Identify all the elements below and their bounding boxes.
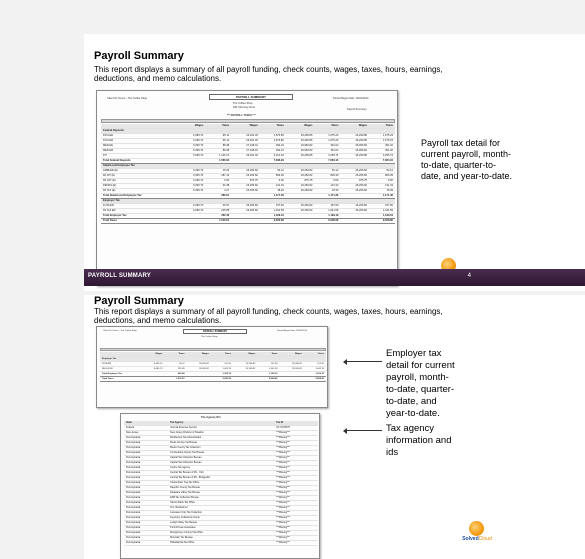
- table-cell: 26,266.82: [231, 189, 260, 194]
- table-cell: [179, 219, 205, 224]
- table-cell: Pennsylvania: [124, 476, 168, 481]
- agency-id-report-image: [120, 413, 320, 559]
- table-cell: 6,095.70: [179, 209, 205, 214]
- table-cell: 27,018.91: [231, 149, 260, 154]
- column-header: Tax ID: [274, 421, 318, 426]
- table-cell: ***Missing***: [274, 526, 318, 531]
- page-description: This report displays a summary of all payroll funding, check counts, wages, taxes, hours, earnings, deductions, and memo calculations.: [94, 307, 443, 325]
- table-cell: ***Missing***: [274, 536, 318, 541]
- table-cell: ***Missing***: [274, 521, 318, 526]
- table-cell: ***Missing***: [274, 436, 318, 441]
- table-cell: Delaware Valley Tax Bureau: [168, 491, 274, 496]
- callout-arrow-agency: [346, 430, 382, 431]
- table-cell: 15.20: [205, 169, 231, 174]
- table-row: [124, 541, 318, 546]
- table-cell: 157.60: [304, 362, 326, 367]
- table-cell: Pennsylvania: [124, 506, 168, 511]
- table-cell: 26,266.82: [286, 169, 315, 174]
- table-cell: 27,018.91: [231, 144, 260, 149]
- table-cell: Central Tax Bureau of PA - York: [168, 471, 274, 476]
- table-cell: ***Missing***: [274, 441, 318, 446]
- table-cell: Pennsylvania: [124, 496, 168, 501]
- table-cell: 6,095.70: [179, 134, 205, 139]
- table-cell: ***Missing***: [274, 516, 318, 521]
- table-cell: 26,266.82: [340, 184, 369, 189]
- table-cell: [286, 219, 315, 224]
- table-cell: 26,266.82: [231, 174, 260, 179]
- table-cell: 88.38: [205, 144, 231, 149]
- report-company-sub: DM: Morning Grind: [233, 106, 255, 109]
- table-cell: 157.60: [260, 204, 286, 209]
- table-cell: 26,266.82: [340, 209, 369, 214]
- row-label: Total Taxes: [100, 377, 142, 382]
- table-cell: 875.75: [286, 179, 315, 184]
- table-cell: 187.13: [205, 174, 231, 179]
- report-period-label: Period Begin Date: 10/04/2014: [277, 330, 307, 332]
- table-cell: ***Missing***: [274, 491, 318, 496]
- column-header: Wages: [142, 352, 164, 357]
- table-cell: 30.48: [205, 184, 231, 189]
- table-cell: Pennsylvania: [124, 441, 168, 446]
- table-cell: 391.02: [314, 149, 340, 154]
- table-cell: 6,095.70: [179, 154, 205, 159]
- table-cell: 3,256.74: [314, 154, 340, 159]
- table-cell: Lancaster Cnty Tax Collection: [168, 511, 274, 516]
- table-cell: 1,041.59: [257, 367, 279, 372]
- table-cell: ***Missing***: [274, 541, 318, 546]
- table-cell: 26,266.82: [286, 174, 315, 179]
- table-cell: 391.02: [369, 149, 395, 154]
- table-cell: 18.39: [260, 189, 286, 194]
- table-cell: 157.60: [369, 204, 395, 209]
- row-label: FUTA ER: [101, 204, 179, 209]
- table-cell: Pennsylvania: [124, 501, 168, 506]
- table-cell: 26,266.82: [233, 367, 257, 372]
- table-cell: 18.39: [314, 189, 340, 194]
- callout-arrow-employer: [346, 361, 382, 362]
- table-cell: 26,266.82: [286, 184, 315, 189]
- table-cell: Pennsylvania: [124, 536, 168, 541]
- section-bar-title: PAYROLL SUMMARY: [88, 273, 152, 279]
- row-label: Total Employer Tax: [101, 214, 179, 219]
- row-label: FIT: [101, 154, 179, 159]
- table-cell: 1,675.23: [369, 139, 395, 144]
- row-label: AMBLER (E): [101, 169, 179, 174]
- page-title: Payroll Summary: [94, 50, 184, 62]
- column-header: Taxes: [205, 124, 231, 129]
- table-cell: 3,214.02: [260, 154, 286, 159]
- column-header: Wages: [340, 124, 369, 129]
- table-cell: 26,299.86: [286, 134, 315, 139]
- table-cell: ***Missing***: [274, 471, 318, 476]
- table-cell: ***Missing***: [274, 466, 318, 471]
- table-cell: 806.39: [314, 174, 340, 179]
- table-cell: 9,520.99: [211, 377, 233, 382]
- table-cell: 392.19: [260, 144, 286, 149]
- table-cell: 18.39: [369, 189, 395, 194]
- table-cell: Capital Tax Collection Bureau: [168, 461, 274, 466]
- column-header: Taxes: [314, 124, 340, 129]
- table-cell: 26,491.46: [231, 139, 260, 144]
- table-cell: 26,266.82: [231, 204, 260, 209]
- table-cell: 1,199.19: [257, 372, 279, 377]
- table-cell: 26,266.82: [286, 204, 315, 209]
- table-cell: New Jersey: [124, 431, 168, 436]
- table-cell: Philadelphia Tax Office: [168, 541, 274, 546]
- table-cell: 1,041.59: [304, 367, 326, 372]
- report-client-label: Client ID: Demo - The Coffee Shop: [107, 97, 148, 100]
- table-cell: Pennsylvania: [124, 456, 168, 461]
- table-row: [101, 219, 395, 224]
- table-cell: 1,171.36: [260, 194, 286, 199]
- report-company: The Coffee Shop: [233, 102, 253, 105]
- table-cell: 6,095.70: [179, 204, 205, 209]
- table-cell: 157.60: [211, 362, 233, 367]
- table-cell: 9,520.99: [260, 219, 286, 224]
- table-cell: 1,146.21: [205, 154, 231, 159]
- table-cell: 26,299.86: [286, 139, 315, 144]
- table-cell: 1,676.80: [260, 134, 286, 139]
- table-cell: 1,171.36: [314, 194, 340, 199]
- report-header-title: PAYROLL SUMMARY: [183, 329, 247, 334]
- table-cell: 52.12: [314, 169, 340, 174]
- table-cell: 95.12: [205, 134, 231, 139]
- row-label: State/Local Employee Tax: [101, 164, 179, 169]
- table-cell: 26,299.86: [340, 139, 369, 144]
- table-cell: 1,675.23: [314, 139, 340, 144]
- column-header: Taxes: [211, 352, 233, 357]
- table-cell: 7,084.10: [314, 159, 340, 164]
- column-header: Wages: [187, 352, 211, 357]
- column-header: Wages: [279, 352, 303, 357]
- table-cell: Pennsylvania: [124, 436, 168, 441]
- table-cell: 26,266.82: [231, 184, 260, 189]
- table-cell: 26,266.82: [286, 189, 315, 194]
- section-bar: [84, 269, 585, 286]
- table-cell: 225.85: [205, 209, 231, 214]
- table-cell: New Jersey Division of Taxation: [168, 431, 274, 436]
- table-cell: 36.57: [164, 362, 186, 367]
- table-cell: 26,266.82: [279, 362, 303, 367]
- table-cell: Pennsylvania: [124, 491, 168, 496]
- table-cell: Pennsylvania: [124, 511, 168, 516]
- table-cell: ***Missing***: [274, 496, 318, 501]
- table-cell: 157.60: [314, 204, 340, 209]
- employer-tax-report-image: [96, 326, 328, 408]
- table-cell: Portnoff Law Associates: [168, 526, 274, 531]
- table-cell: 9,508.80: [369, 219, 395, 224]
- table-cell: 26,266.82: [279, 367, 303, 372]
- table-cell: H.A. Berkheimer: [168, 506, 274, 511]
- column-header: Taxes: [257, 352, 279, 357]
- row-label: MED ER: [101, 149, 179, 154]
- table-cell: Bucks County Tax Collection: [168, 446, 274, 451]
- solvedcloud-logo: [460, 521, 492, 547]
- table-cell: ***Missing***: [274, 531, 318, 536]
- column-header: Taxes: [260, 124, 286, 129]
- table-cell: Berks County Col Bureau: [168, 441, 274, 446]
- callout-employer-tax-detail: Employer tax detail for current payroll, month-to-date, quarter-to-date, and year-to-date.: [386, 348, 455, 419]
- row-label: Employer Tax: [100, 357, 142, 362]
- table-cell: Centre Tax Agency: [168, 466, 274, 471]
- table-cell: Pennsylvania: [124, 461, 168, 466]
- payroll-summary-report-image: [96, 90, 398, 286]
- table-cell: Capital Tax Collection Bureau: [168, 456, 274, 461]
- table-cell: ***Missing***: [274, 486, 318, 491]
- table-cell: Keystone Collections Group: [168, 516, 274, 521]
- table-cell: 26,966.82: [286, 149, 315, 154]
- table-cell: 26,266.82: [340, 189, 369, 194]
- table-cell: 1,199.19: [304, 372, 326, 377]
- table-cell: Federal: [124, 426, 168, 431]
- table-cell: 131.33: [314, 184, 340, 189]
- table-cell: 1,041.59: [314, 209, 340, 214]
- table-cell: 26,966.82: [286, 144, 315, 149]
- table-cell: ***Missing***: [274, 506, 318, 511]
- row-label: Total Federal Deposits: [101, 159, 179, 164]
- table-cell: 875.75: [231, 179, 260, 184]
- row-label: Total Employer Tax: [100, 372, 142, 377]
- table-cell: [233, 377, 257, 382]
- employer-tax-table: [100, 352, 326, 382]
- report-period-label: Period Begin Date: 10/04/2014: [333, 97, 369, 100]
- logo-text: SolvedCloud: [462, 536, 492, 542]
- table-cell: 4.27: [205, 189, 231, 194]
- table-cell: 88.38: [205, 149, 231, 154]
- table-cell: 26,491.46: [231, 154, 260, 159]
- table-cell: 262.42: [205, 214, 231, 219]
- table-cell: 806.39: [369, 174, 395, 179]
- row-label: FUTA ER: [100, 362, 142, 367]
- table-cell: ***Missing***: [274, 481, 318, 486]
- report-period-band: [100, 348, 326, 351]
- table-cell: Hamlin Bank Tax Office: [168, 501, 274, 506]
- table-cell: [231, 219, 260, 224]
- column-header: Taxes: [304, 352, 326, 357]
- table-cell: [340, 219, 369, 224]
- table-cell: Lehigh Valley Tax Bureau: [168, 521, 274, 526]
- table-cell: 26,266.82: [340, 169, 369, 174]
- table-cell: 26,266.82: [286, 209, 315, 214]
- callout-payroll-tax-detail: Payroll tax detail for current payroll, month-to-date, quarter-to-date, and year-to-date.: [421, 138, 513, 181]
- report-section-title: *** PAYROLL TAXES ***: [227, 114, 256, 117]
- report-client-label: Client ID: Demo - The Coffee Shop: [103, 330, 137, 332]
- table-cell: 26,299.86: [286, 154, 315, 159]
- table-cell: 225.85: [164, 367, 186, 372]
- table-cell: 391.02: [314, 144, 340, 149]
- row-label: Employer Tax: [101, 199, 179, 204]
- column-header: Tax Agency: [168, 421, 274, 426]
- table-cell: 806.39: [260, 174, 286, 179]
- table-cell: 26,266.82: [340, 174, 369, 179]
- table-cell: Pennsylvania: [124, 541, 168, 546]
- table-cell: 131.33: [260, 184, 286, 189]
- table-cell: Pennsylvania: [124, 531, 168, 536]
- row-label: PA SUI ER: [100, 367, 142, 372]
- row-label: PA LST (E): [101, 179, 179, 184]
- table-cell: 5.00: [314, 179, 340, 184]
- table-cell: [142, 377, 164, 382]
- column-header: Wages: [179, 124, 205, 129]
- row-label: Total Taxes: [101, 219, 179, 224]
- table-cell: 1,519.51: [205, 219, 231, 224]
- table-cell: 1,199.19: [314, 214, 340, 219]
- page-description: This report displays a summary of all payroll funding, check counts, wages, taxes, hours, earnings, deductions, and memo calculations.: [94, 65, 443, 83]
- table-cell: Berkheimer Tax Administrator: [168, 436, 274, 441]
- table-cell: 6,095.70: [179, 169, 205, 174]
- page-title: Payroll Summary: [94, 295, 184, 307]
- table-cell: 6,095.70: [142, 362, 164, 367]
- table-cell: ***Missing***: [274, 456, 318, 461]
- table-cell: 1,566.00: [205, 159, 231, 164]
- row-label: PA SUI (E): [101, 189, 179, 194]
- table-cell: 6,095.70: [179, 144, 205, 149]
- table-cell: 392.19: [260, 149, 286, 154]
- table-cell: 157.60: [257, 362, 279, 367]
- row-label: MED EE: [101, 144, 179, 149]
- report-period-band: [101, 119, 395, 123]
- table-cell: 9,508.80: [304, 377, 326, 382]
- table-cell: 262.42: [164, 372, 186, 377]
- table-cell: Cumberland County Tax Bureau: [168, 451, 274, 456]
- table-cell: 26,966.82: [340, 144, 369, 149]
- table-cell: 1,199.19: [211, 372, 233, 377]
- table-cell: 26,966.82: [340, 149, 369, 154]
- table-cell: ***Missing***: [274, 476, 318, 481]
- row-label: Federal Deposits: [101, 129, 179, 134]
- table-cell: 289.01: [205, 194, 231, 199]
- table-cell: Pennsylvania: [124, 471, 168, 476]
- table-cell: ***Missing***: [274, 446, 318, 451]
- row-label: PA SUI ER: [101, 209, 179, 214]
- table-cell: 26,299.86: [340, 134, 369, 139]
- table-cell: 26,491.46: [231, 134, 260, 139]
- row-label: Total State/Local Employee Tax: [101, 194, 179, 199]
- column-header: Taxes: [164, 352, 186, 357]
- column-header: Wages: [233, 352, 257, 357]
- agency-table-title: The Agency ID's: [201, 416, 221, 419]
- column-header: Wages: [231, 124, 260, 129]
- table-cell: Internal Revenue Service: [168, 426, 274, 431]
- table-cell: 6,095.70: [179, 149, 205, 154]
- table-cell: ***Missing***: [274, 431, 318, 436]
- table-cell: [187, 377, 211, 382]
- column-header: Wages: [286, 124, 315, 129]
- table-cell: Pennsylvania: [124, 481, 168, 486]
- table-cell: 9,508.80: [257, 377, 279, 382]
- table-cell: 875.75: [340, 179, 369, 184]
- table-cell: 1,676.80: [260, 139, 286, 144]
- table-cell: Pennsylvania: [124, 516, 168, 521]
- row-label: FICA ER: [101, 139, 179, 144]
- table-cell: 6,095.70: [179, 184, 205, 189]
- table-cell: 36.57: [205, 204, 231, 209]
- table-cell: Pennsylvania: [124, 451, 168, 456]
- table-row: [100, 377, 326, 382]
- table-cell: 26,299.86: [340, 154, 369, 159]
- table-cell: 26,266.82: [340, 204, 369, 209]
- slide-employer-tax-detail: [84, 295, 585, 559]
- table-cell: 52.12: [369, 169, 395, 174]
- table-cell: 391.02: [369, 144, 395, 149]
- table-cell: 1,041.59: [211, 367, 233, 372]
- payroll-taxes-table: [101, 124, 395, 224]
- row-label: FICA EE: [101, 134, 179, 139]
- table-cell: 7,096.29: [260, 159, 286, 164]
- table-cell: XX-XXX8077: [274, 426, 318, 431]
- logo-orb-icon: [469, 521, 484, 536]
- column-header: Taxes: [369, 124, 395, 129]
- table-cell: 26,266.82: [231, 209, 260, 214]
- table-cell: 1,041.59: [369, 209, 395, 214]
- table-cell: Pennsylvania: [124, 526, 168, 531]
- callout-tax-agency-info: Tax agency information and ids: [386, 423, 452, 458]
- table-cell: Cheltenham Twp Tax Office: [168, 481, 274, 486]
- table-cell: 1,199.19: [369, 214, 395, 219]
- report-header-title: PAYROLL SUMMARY: [209, 94, 293, 100]
- table-cell: 131.33: [369, 184, 395, 189]
- table-cell: 5.00: [260, 179, 286, 184]
- table-cell: 26,266.82: [233, 362, 257, 367]
- table-cell: 6,095.70: [179, 174, 205, 179]
- table-cell: Pennsylvania: [124, 446, 168, 451]
- table-cell: Montgomery County Tax Office: [168, 531, 274, 536]
- table-cell: Mountain Tax Bureau: [168, 536, 274, 541]
- table-cell: 52.12: [260, 169, 286, 174]
- table-cell: 6,095.70: [179, 179, 205, 184]
- table-cell: 1,675.23: [314, 134, 340, 139]
- table-cell: Pennsylvania: [124, 521, 168, 526]
- table-cell: 9,508.80: [314, 219, 340, 224]
- table-cell: 1,199.19: [260, 214, 286, 219]
- table-cell: ***Missing***: [274, 501, 318, 506]
- section-bar-page-number: 4: [467, 273, 471, 279]
- table-cell: 6,095.70: [179, 139, 205, 144]
- table-cell: 26,266.82: [231, 169, 260, 174]
- table-cell: 26,266.82: [187, 362, 211, 367]
- table-cell: 0.00: [205, 179, 231, 184]
- table-cell: Dauphin County Tax Bureau: [168, 486, 274, 491]
- column-header: State: [124, 421, 168, 426]
- table-cell: Central Tax Bureau of PA - Bridgeville: [168, 476, 274, 481]
- table-cell: 26,266.82: [187, 367, 211, 372]
- table-cell: 1,041.59: [260, 209, 286, 214]
- table-cell: ESB Tax Collection Bureau: [168, 496, 274, 501]
- table-cell: 95.12: [205, 139, 231, 144]
- table-cell: 1,171.36: [369, 194, 395, 199]
- table-cell: 1,519.51: [164, 377, 186, 382]
- table-cell: ***Missing***: [274, 461, 318, 466]
- table-cell: 6,095.70: [142, 367, 164, 372]
- table-cell: Pennsylvania: [124, 466, 168, 471]
- table-cell: 7,084.10: [369, 159, 395, 164]
- table-cell: 3,256.74: [369, 154, 395, 159]
- report-payroll-label: Payroll Summary: [347, 108, 367, 111]
- table-cell: Pennsylvania: [124, 486, 168, 491]
- table-cell: [279, 377, 303, 382]
- table-cell: 5.00: [369, 179, 395, 184]
- slide-payroll-tax-detail: [84, 34, 585, 291]
- table-cell: 6,095.70: [179, 189, 205, 194]
- table-cell: 1,675.23: [369, 134, 395, 139]
- table-cell: ***Missing***: [274, 511, 318, 516]
- row-label: PA SIT (E): [101, 174, 179, 179]
- agency-table: [124, 421, 318, 546]
- report-company: The Coffee Shop: [201, 336, 218, 338]
- table-cell: ***Missing***: [274, 451, 318, 456]
- row-label: PENNS (E): [101, 184, 179, 189]
